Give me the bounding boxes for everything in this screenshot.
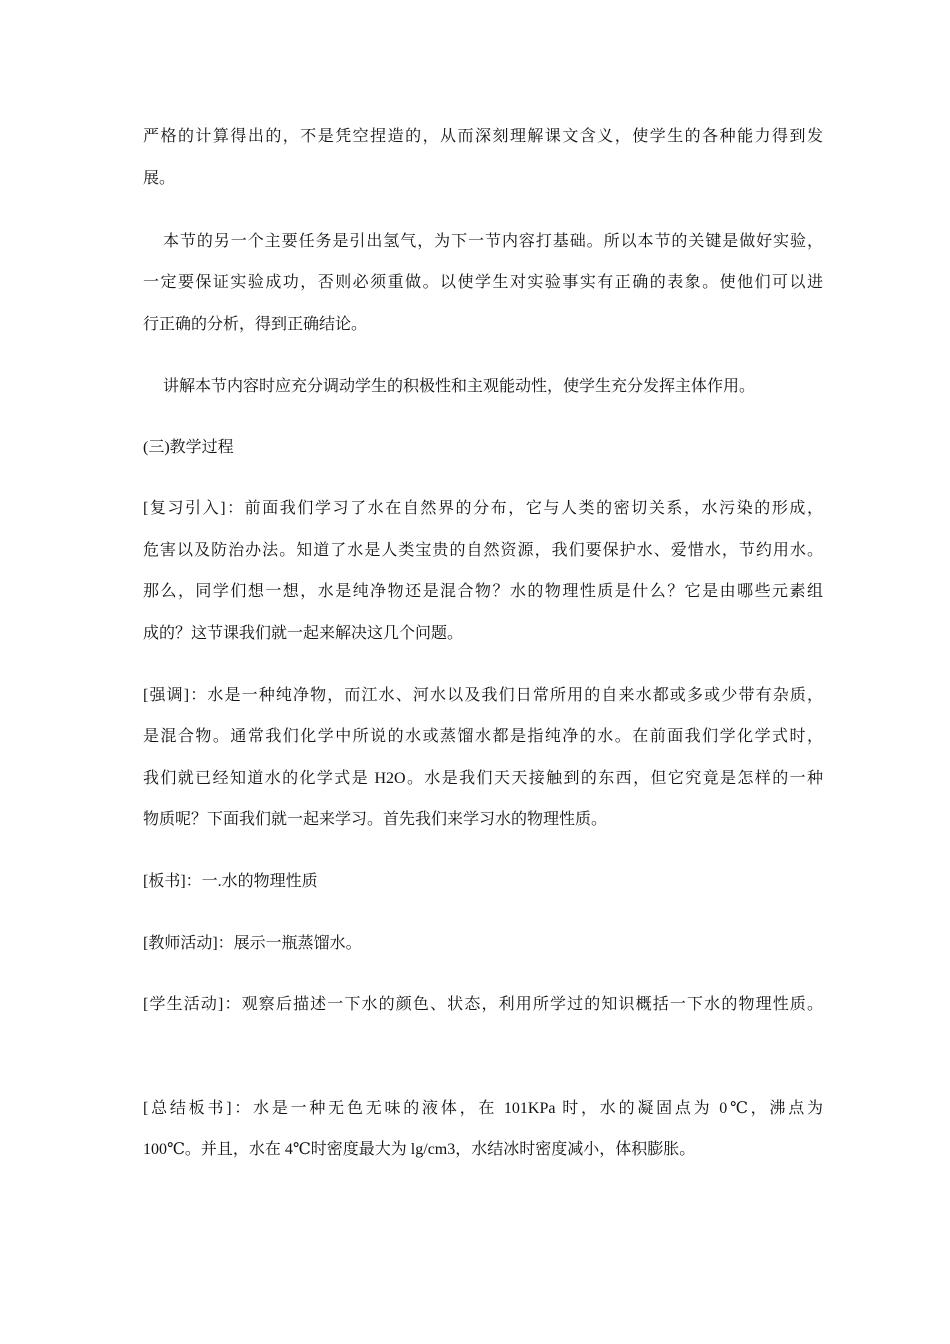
paragraph-line: [学生活动]：观察后描述一下水的颜色、状态，利用所学过的知识概括一下水的物理性质。 [143,996,823,1013]
paragraph-line: 危害以及防治办法。知道了水是人类宝贵的自然资源，我们要保护水、爱惜水，节约用水。 [143,542,823,559]
paragraph-line: [总结板书]：水是一种无色无味的液体，在 101KPa 时，水的凝固点为 0℃，沸点为 [143,1100,823,1117]
paragraph-line: [复习引入]：前面我们学习了水在自然界的分布，它与人类的密切关系，水污染的形成， [143,500,823,517]
paragraph-line: 物质呢？下面我们就一起来学习。首先我们来学习水的物理性质。 [143,811,608,828]
paragraph-line: 成的？这节课我们就一起来解决这几个问题。 [143,625,464,642]
paragraph-line: 100℃。并且，水在 4℃时密度最大为 lg/cm3，水结冰时密度减小，体积膨胀。 [143,1141,696,1158]
paragraph-line: 行正确的分析，得到正确结论。 [143,316,368,333]
paragraph-line: 是混合物。通常我们化学中所说的水或蒸馏水都是指纯净的水。在前面我们学化学式时， [143,728,823,745]
paragraph-line: [强调]：水是一种纯净物，而江水、河水以及我们日常所用的自来水都或多或少带有杂质， [143,687,823,704]
section-heading: (三)教学过程 [143,439,234,456]
paragraph-line: 严格的计算得出的，不是凭空捏造的，从而深刻理解课文含义，使学生的各种能力得到发 [143,128,823,145]
paragraph-line: [板书]：一.水的物理性质 [143,873,318,890]
paragraph-line: 讲解本节内容时应充分调动学生的积极性和主观能动性，使学生充分发挥主体作用。 [163,378,756,395]
paragraph-line: [教师活动]：展示一瓶蒸馏水。 [143,935,362,952]
paragraph-line: 本节的另一个主要任务是引出氢气，为下一节内容打基础。所以本节的关键是做好实验， [163,233,823,250]
paragraph-line: 展。 [143,170,176,187]
paragraph-line: 我们就已经知道水的化学式是 H2O。水是我们天天接触到的东西，但它究竟是怎样的一种 [143,770,823,787]
paragraph-line: 那么，同学们想一想，水是纯净物还是混合物？水的物理性质是什么？它是由哪些元素组 [143,583,823,600]
paragraph-line: 一定要保证实验成功，否则必须重做。以使学生对实验事实有正确的表象。使他们可以进 [143,274,823,291]
